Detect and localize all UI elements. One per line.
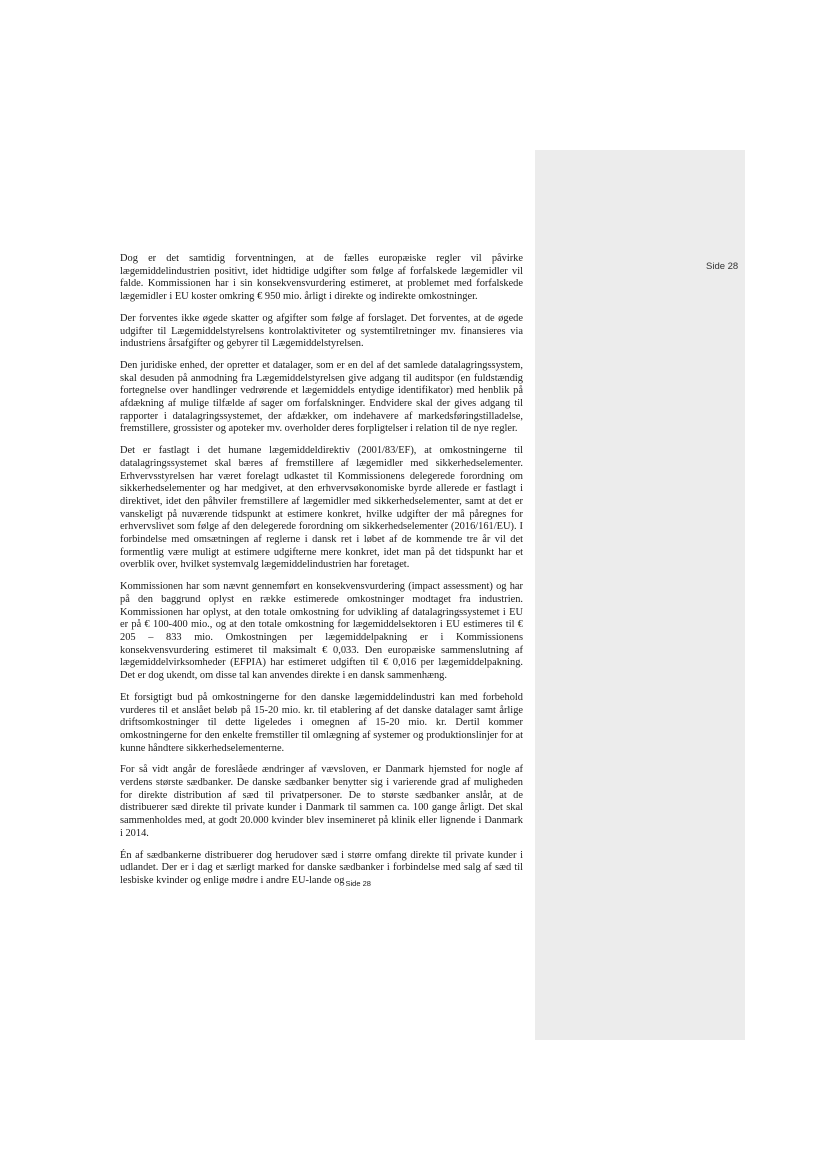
paragraph: Den juridiske enhed, der opretter et datalager, som er en del af det samlede datalagringssystem, skal desuden på anmodning fra Lægemiddelstyrelsen give adgang til auditspor (en fuldstændig fortegnelse over handlinger vedrørende et lægemiddels entydige identifikator) med henblik på afdækning af mulige tilfælde af sager om forfalskninger. Endvidere skal der gives adgang til rapporter i datalagringssystemet, der afdækker, om indehavere af markedsføringstilladelse, fremstillere, grossister og apoteker mv. overholder deres forpligtelser i relation til de nye regler. (120, 359, 523, 435)
paragraph: Dog er det samtidig forventningen, at de fælles europæiske regler vil påvirke lægemiddelindustrien positivt, idet hidtidige udgifter som følge af forfalskede lægemidler vil falde. Kommissionen har i sin konsekvensvurdering estimeret, at problemet med forfalskede lægemidler i EU koster omkring € 950 mio. årligt i direkte og indirekte omkostninger. (120, 253, 523, 303)
page-number-margin: Side 28 (706, 261, 739, 272)
paragraph: For så vidt angår de foreslåede ændringer af vævsloven, er Danmark hjemsted for nogle af verdens største sædbanker. De danske sædbanker benytter sig i varierende grad af muligheden for direkte distribution af sæd til privatpersoner. De to største sædbanker anslår, at de distribuerer sæd direkte til private kunder i Danmark til sammen ca. 100 gange årligt. Det skal sammenholdes med, at godt 20.000 kvinder blev insemineret på klinik eller lignende i Danmark i 2014. (120, 764, 523, 839)
paragraph: Det er fastlagt i det humane lægemiddeldirektiv (2001/83/EF), at omkostningerne til datalagringssystemet skal bæres af fremstillere af lægemidler med sikkerhedselementer. Erhvervsstyrelsen har været forelagt udkastet til Kommissionens delegerede forordning om sikkerhedselementer og har medgivet, at den erhvervsøkonomiske byrde allerede er fastlagt i direktivet, idet den påhviler fremstillere af lægemidler med sikkerhedselementer, samt at det er vanskeligt på nuværende tidspunkt at estimere konkret, hvilke udgifter der må påregnes for erhvervslivet som følge af den delegerede forordning om sikkerhedselementer (2016/161/EU). I forbindelse med omsætningen af reglerne i dansk ret i løbet af de kommende tre år vil det formentlig være muligt at estimere udgifterne mere konkret, idet man på det tidspunkt har et overblik over, hvilket systemvalg lægemiddelindustrien har foretaget. (120, 445, 523, 571)
paragraph: Et forsigtigt bud på omkostningerne for den danske lægemiddelindustri kan med forbehold vurderes til et anslået beløb på 15-20 mio. kr. til etablering af det danske datalager samt årlige driftsomkostninger til dette ligeledes i omegnen af 15-20 mio. kr. Dertil kommer omkostningerne for den enkelte fremstiller til omlægning af systemer og produktionslinjer for at kunne håndtere sikkerhedselementerne. (120, 691, 523, 754)
margin-band (535, 150, 745, 1040)
document-body (120, 253, 523, 900)
paragraph-last (120, 850, 523, 891)
paragraph: Der forventes ikke øgede skatter og afgifter som følge af forslaget. Det forventes, at de øgede udgifter til Lægemiddelstyrelsens kontrolaktiviteter og systemtilretninger mv. finansieres via industriens årsafgifter og gebyrer til Lægemiddelstyrelsen. (120, 312, 523, 350)
paragraph: Kommissionen har som nævnt gennemført en konsekvensvurdering (impact assessment) og har på den baggrund oplyst en række estimerede omkostninger modtaget fra industrien. Kommissionen har oplyst, at den totale omkostning for udvikling af datalagringssystemet i EU er på € 100-400 mio., og at den totale omkostning for lægemiddelsektoren i EU estimeres til € 205 – 833 mio. Omkostningen per lægemiddelpakning er i Kommissionens konsekvensvurdering estimeret til maksimalt € 0,033. Den europæiske sammenslutning af lægemiddelvirksomheder (EFPIA) har estimeret udgiften til € 0,016 per lægemiddelpakning. Det er dog ukendt, om disse tal kan anvendes direkte i en dansk sammenhæng. (120, 581, 523, 682)
page-number-inline: Side 28 (345, 878, 371, 888)
paragraph-last-text: Én af sædbankerne distribuerer dog herudover sæd i større omfang direkte til private kunder i udlandet. Der er i dag et særligt marked for danske sædbanker i forbindelse med salg af sæd til lesbiske kvinder og enlige mødre i andre EU-lande og (120, 849, 523, 886)
